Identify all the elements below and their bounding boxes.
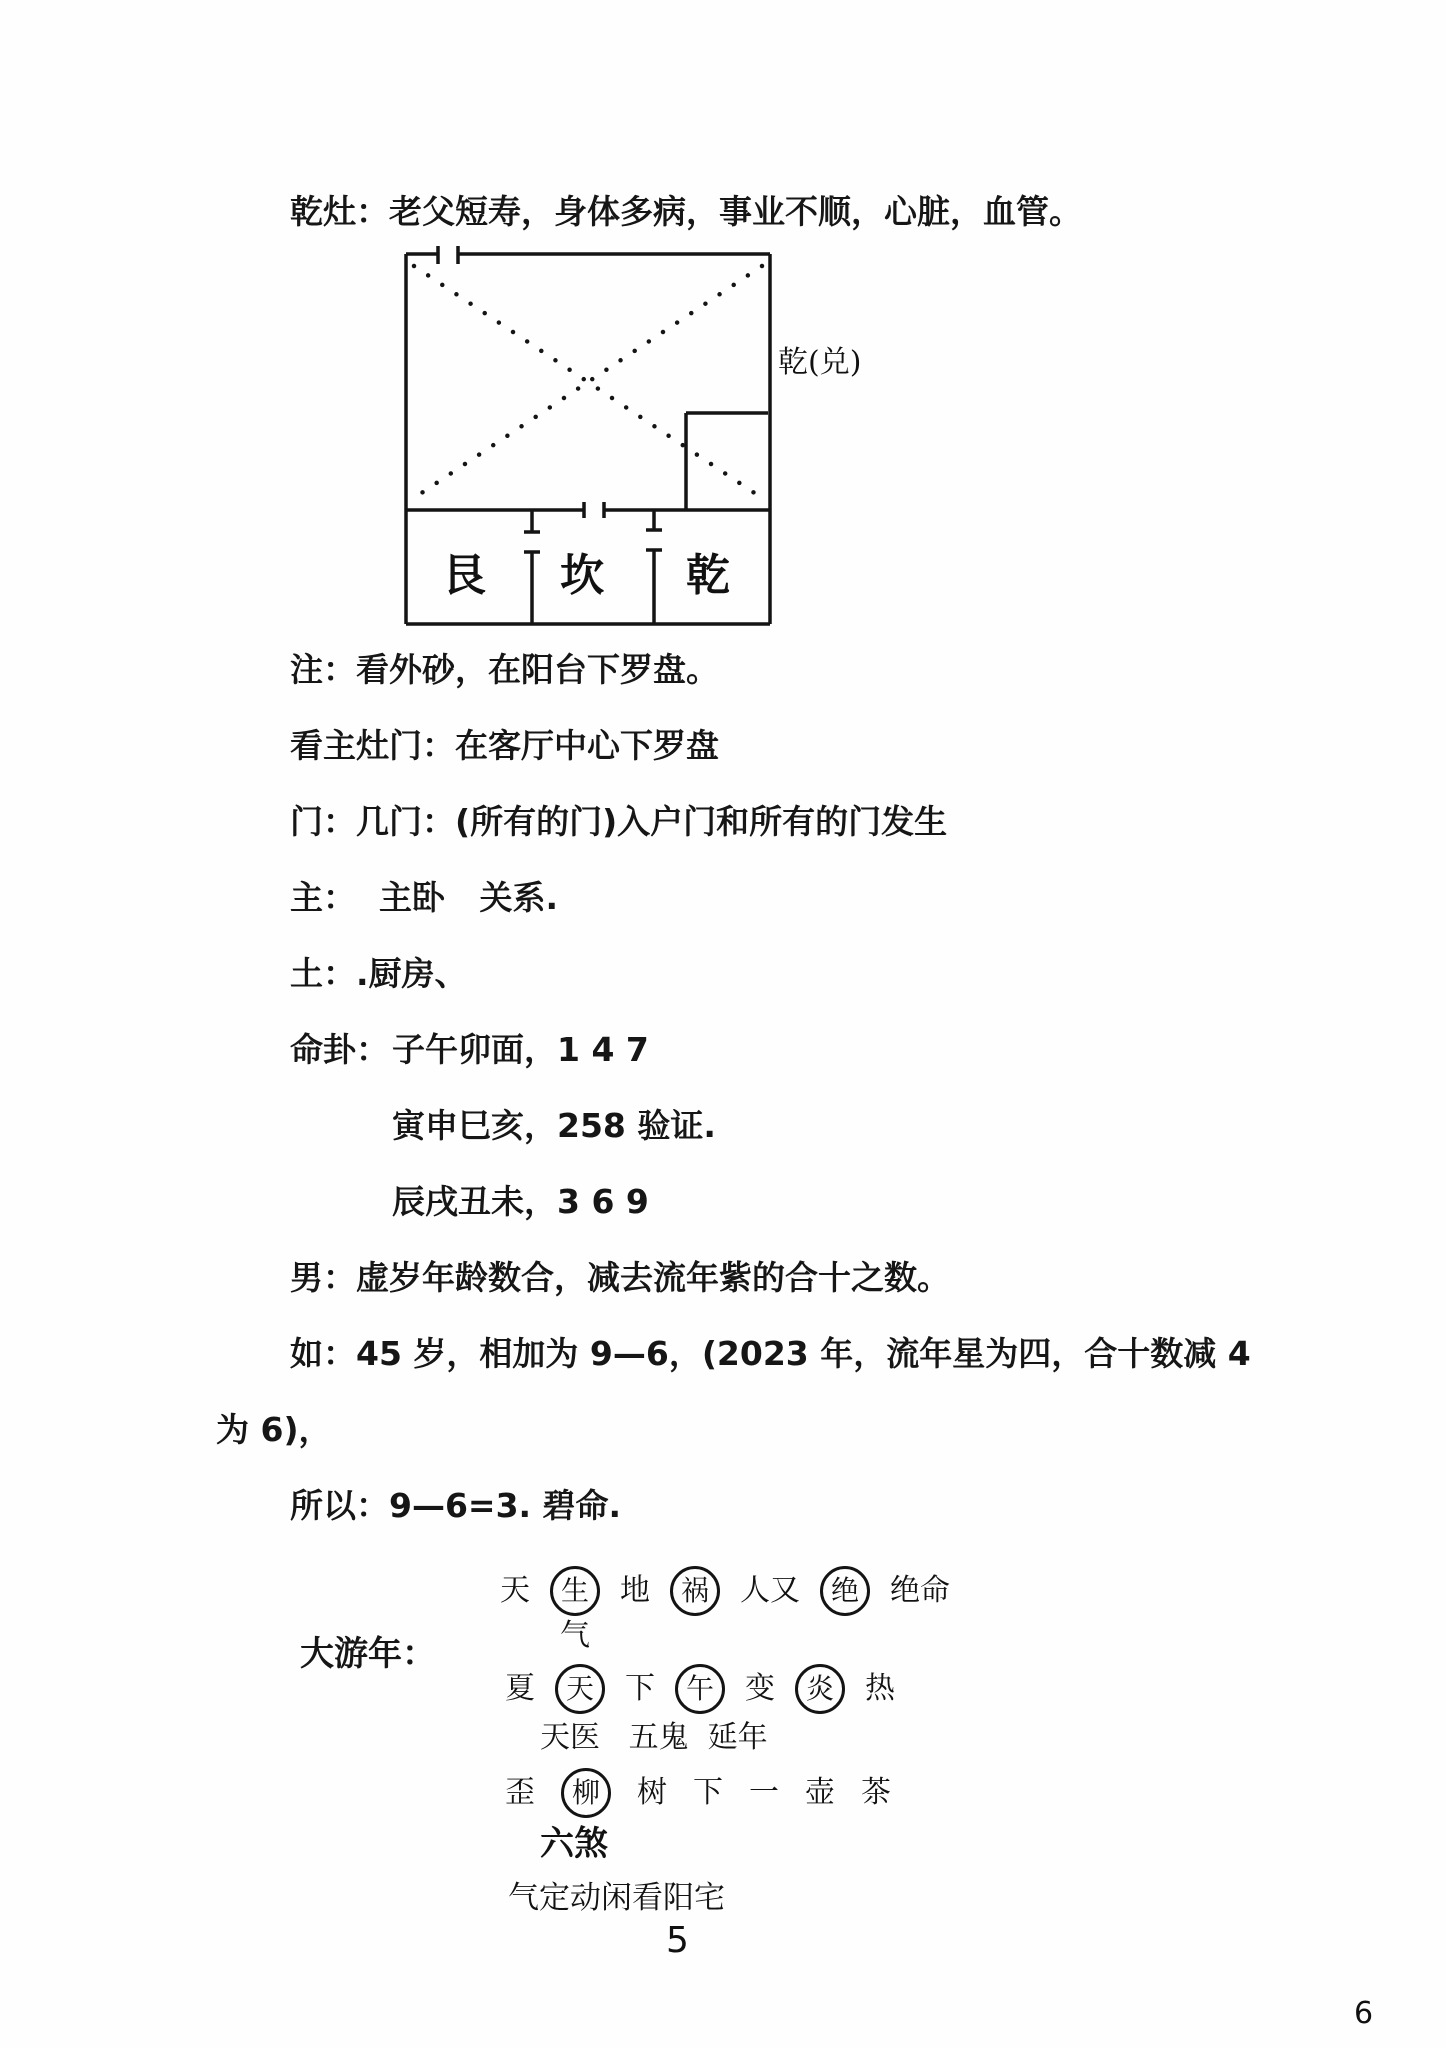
room-label-gen: 艮 bbox=[442, 550, 486, 601]
circled-char: 祸 bbox=[670, 1566, 720, 1616]
inner-page-number: 5 bbox=[666, 1920, 689, 1961]
word: 变 bbox=[745, 1671, 775, 1706]
circled-char: 绝 bbox=[820, 1566, 870, 1616]
note-line-4: 主： 主卧 关系. bbox=[290, 878, 558, 917]
word: 一 bbox=[749, 1775, 779, 1810]
circled-char: 生 bbox=[550, 1566, 600, 1616]
word: 天 bbox=[500, 1573, 530, 1608]
da-you-nian-row-2-sub: 天医 五鬼 延年 bbox=[540, 1720, 768, 1755]
circled-char: 柳 bbox=[561, 1768, 611, 1818]
word: 茶 bbox=[861, 1775, 891, 1810]
word: 地 bbox=[620, 1573, 650, 1608]
circled-char: 天 bbox=[555, 1664, 605, 1714]
heading-line: 乾灶：老父短寿，身体多病，事业不顺，心脏，血管。 bbox=[290, 192, 1082, 231]
da-you-nian-label: 大游年： bbox=[300, 1634, 436, 1674]
ming-gua-row-1: 子午卯面，1 4 7 bbox=[392, 1030, 649, 1069]
word: 夏 bbox=[505, 1671, 535, 1706]
note-line-2: 看主灶门：在客厅中心下罗盘 bbox=[290, 726, 719, 765]
floor-plan-diagram bbox=[390, 240, 910, 650]
circled-char: 炎 bbox=[795, 1664, 845, 1714]
word: 树 bbox=[637, 1775, 667, 1810]
da-you-nian-row-1 bbox=[500, 1566, 950, 1616]
word: 人又 bbox=[740, 1573, 800, 1608]
da-you-nian-row-2 bbox=[505, 1664, 895, 1714]
da-you-nian-row-3-sub: 六煞 bbox=[540, 1824, 608, 1864]
room-label-kan: 坎 bbox=[560, 550, 604, 601]
room-label-qian: 乾 bbox=[686, 550, 730, 601]
word: 下 bbox=[625, 1671, 655, 1706]
note-line-3: 门：几门：(所有的门)入户门和所有的门发生 bbox=[290, 802, 948, 841]
da-you-nian-row-3 bbox=[505, 1768, 891, 1818]
example-line-2: 为 6)， bbox=[216, 1410, 332, 1449]
ming-gua-row-2: 寅申巳亥，258 验证. bbox=[392, 1106, 716, 1145]
ming-gua-row-3: 辰戌丑未，3 6 9 bbox=[392, 1182, 649, 1221]
word: 绝命 bbox=[890, 1573, 950, 1608]
ming-gua-label: 命卦： bbox=[290, 1030, 389, 1069]
word: 热 bbox=[865, 1671, 895, 1706]
word: 歪 bbox=[505, 1775, 535, 1810]
word: 壶 bbox=[805, 1775, 835, 1810]
circled-char: 午 bbox=[675, 1664, 725, 1714]
note-line-1: 注：看外砂，在阳台下罗盘。 bbox=[290, 650, 719, 689]
note-line-5: 土：.厨房、 bbox=[290, 954, 468, 993]
male-rule: 男：虚岁年龄数合，减去流年紫的合十之数。 bbox=[290, 1258, 950, 1297]
side-label: 乾(兑) bbox=[778, 345, 862, 380]
da-you-nian-row-1-sub: 气 bbox=[560, 1618, 590, 1653]
da-you-nian-footer: 气定动闲看阳宅 bbox=[508, 1880, 725, 1916]
example-line-1: 如：45 岁，相加为 9—6，(2023 年，流年星为四，合十数减 4 bbox=[290, 1334, 1251, 1373]
outer-page-number: 6 bbox=[1354, 1996, 1374, 2031]
conclusion-line: 所以：9—6=3. 碧命. bbox=[290, 1486, 622, 1525]
word: 下 bbox=[693, 1775, 723, 1810]
